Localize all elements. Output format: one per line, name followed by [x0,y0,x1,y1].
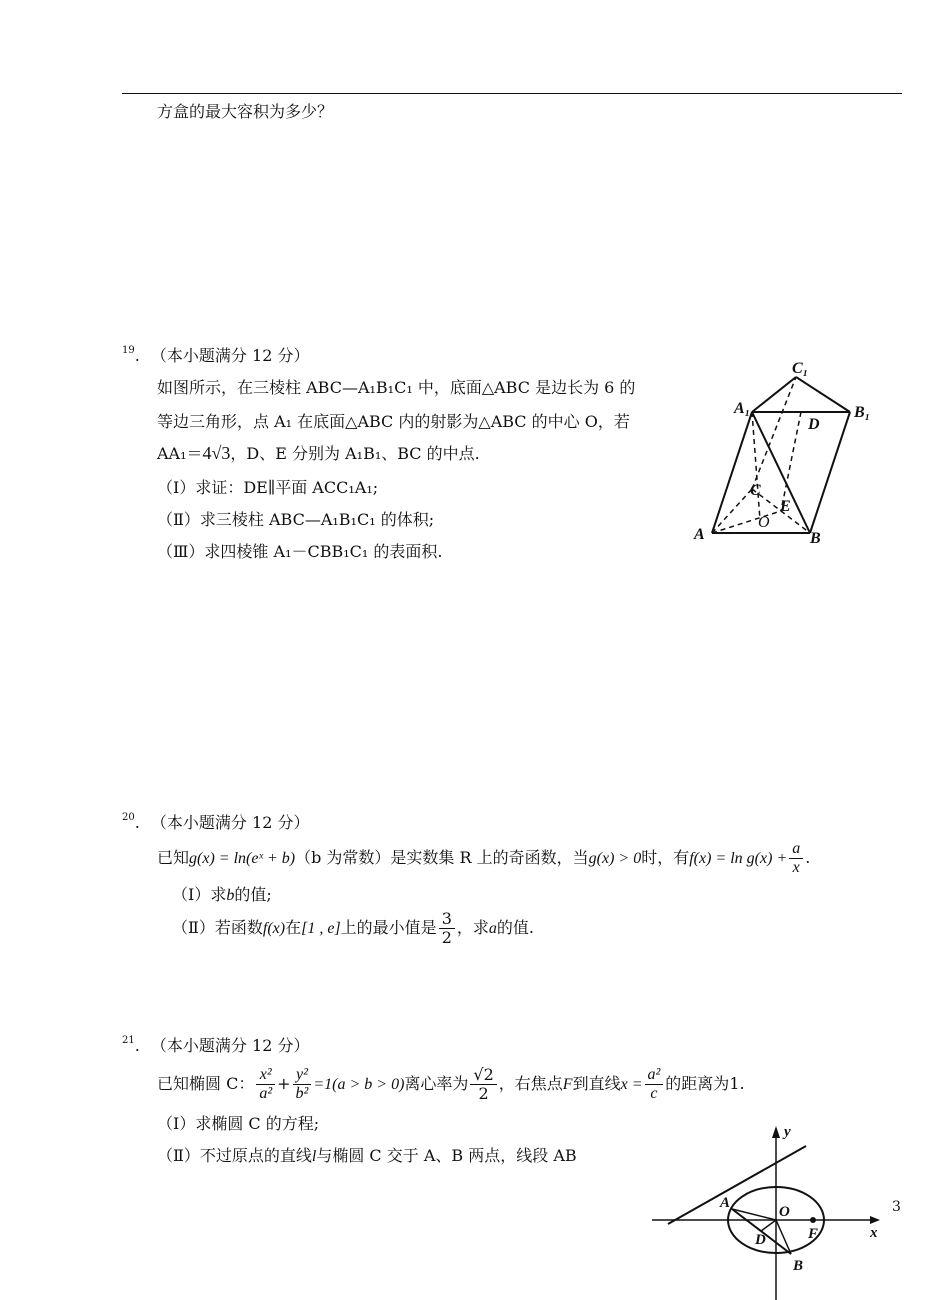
label-y: y [784,1124,791,1140]
q20-three-halves: $\frac{3}{2}$ [439,910,455,947]
edge-a-a1 [712,412,752,533]
q19-line1: 如图所示，在三棱柱 ABC—A₁B₁C₁ 中，底面△ABC 是边长为 6 的 [157,378,636,397]
label-a1: A₁ [734,400,751,417]
label-b1: B₁ [854,404,871,421]
q19-part2: （Ⅱ）求三棱柱 ABC—A₁B₁C₁ 的体积; [157,510,435,529]
y-axis-arrow-icon [772,1126,780,1138]
q20-number: 20 [122,812,135,823]
q20-line1: 已知g(x) = ln(eˣ + b)（b 为常数）是实数集 R 上的奇函数，当g(x) > 0时，有f(x) = ln g(x) + $\frac{a}{x}$ . [157,840,811,876]
label-o: O [779,1204,790,1220]
q18-continuation: 方盒的最大容积为多少？ [157,102,334,121]
prism-figure [690,355,880,550]
q21-eq-cond: =1(a > b > 0) [313,1076,405,1093]
q20-f-def: f(x) = ln g(x) + [689,850,788,867]
q19-part1: （Ⅰ）求证：DE∥平面 ACC₁A₁; [157,478,379,497]
label-d: D [808,416,820,433]
label-a: A [720,1195,731,1211]
q21-header: （本小题满分 12 分） [150,1036,310,1055]
focus-f-point [810,1217,816,1223]
q20-g-cond: g(x) > 0 [588,850,642,867]
q19-heading: $^{19}$. （本小题满分 12 分） [122,345,310,365]
q20-g-def: g(x) = ln(eˣ + b) [189,850,296,867]
label-b: B [793,1258,804,1274]
q20-interval: [1 , e] [301,920,341,937]
header-rule [122,93,902,94]
x-axis-arrow-icon [870,1216,880,1224]
label-o: O [758,514,770,531]
q19-part3: （Ⅲ）求四棱锥 A₁－CBB₁C₁ 的表面积. [157,542,443,561]
q20-a-over-x: $\frac{a}{x}$ [789,840,803,877]
label-x: x [870,1225,878,1241]
label-c1: C₁ [792,360,809,377]
q19-aa1-value: 4√3 [202,443,231,463]
q19-header: （本小题满分 12 分） [150,346,310,365]
q19-line3: AA₁＝4√3，D、E 分别为 A₁B₁、BC 的中点. [157,443,480,463]
label-c: C [750,482,761,499]
q20-heading: $^{20}$. （本小题满分 12 分） [122,812,310,832]
label-e: E [780,498,791,515]
segment-a-e-hidden [712,511,781,533]
edge-c1-b1 [796,377,850,412]
q20-part2: （Ⅱ）若函数f(x)在[1 , e]上的最小值是 $\frac{3}{2}$ ，求a的值. [172,909,534,947]
q21-heading: $^{21}$. （本小题满分 12 分） [122,1035,310,1055]
q21-part1: （Ⅰ）求椭圆 C 的方程; [157,1114,320,1133]
q21-eccentricity: $\frac{√2}{2}$ [470,1066,496,1103]
q21-line1: 已知椭圆 C： $\frac{\text{x²}}{\text{a²}}$ + $\frac{\text{y²}}{\text{b²}}$ =1(a > b > 0)离心率为 $\frac{√2}{2}$ ，右焦点F到直线x = $\frac{\text{a²}}{c}$ 的距离为1. [157,1065,745,1103]
label-a: A [694,526,705,543]
q20-header: （本小题满分 12 分） [150,813,310,832]
q19-line2: 等边三角形，点 A₁ 在底面△ABC 内的射影为△ABC 的中心 O，若 [157,412,630,431]
q20-part1: （Ⅰ）求b的值; [172,885,272,904]
label-b: B [810,530,821,547]
ellipse-figure [648,1122,888,1300]
q21-part2: （Ⅱ）不过原点的直线l与椭圆 C 交于 A、B 两点，线段 AB [157,1146,577,1165]
q19-number: 19 [122,345,135,356]
segment-od [761,1220,776,1231]
label-f: F [808,1226,819,1242]
page-number: 3 [892,1199,901,1215]
segment-d-e-hidden [781,412,801,511]
label-d: D [755,1232,766,1248]
q21-y2-over-b2: $\frac{\text{y²}}{\text{b²}}$ [293,1066,312,1103]
q21-x2-over-a2: $\frac{\text{x²}}{\text{a²}}$ [256,1066,275,1103]
q21-number: 21 [122,1035,135,1046]
q21-a2-over-c: $\frac{\text{a²}}{c}$ [645,1066,664,1103]
